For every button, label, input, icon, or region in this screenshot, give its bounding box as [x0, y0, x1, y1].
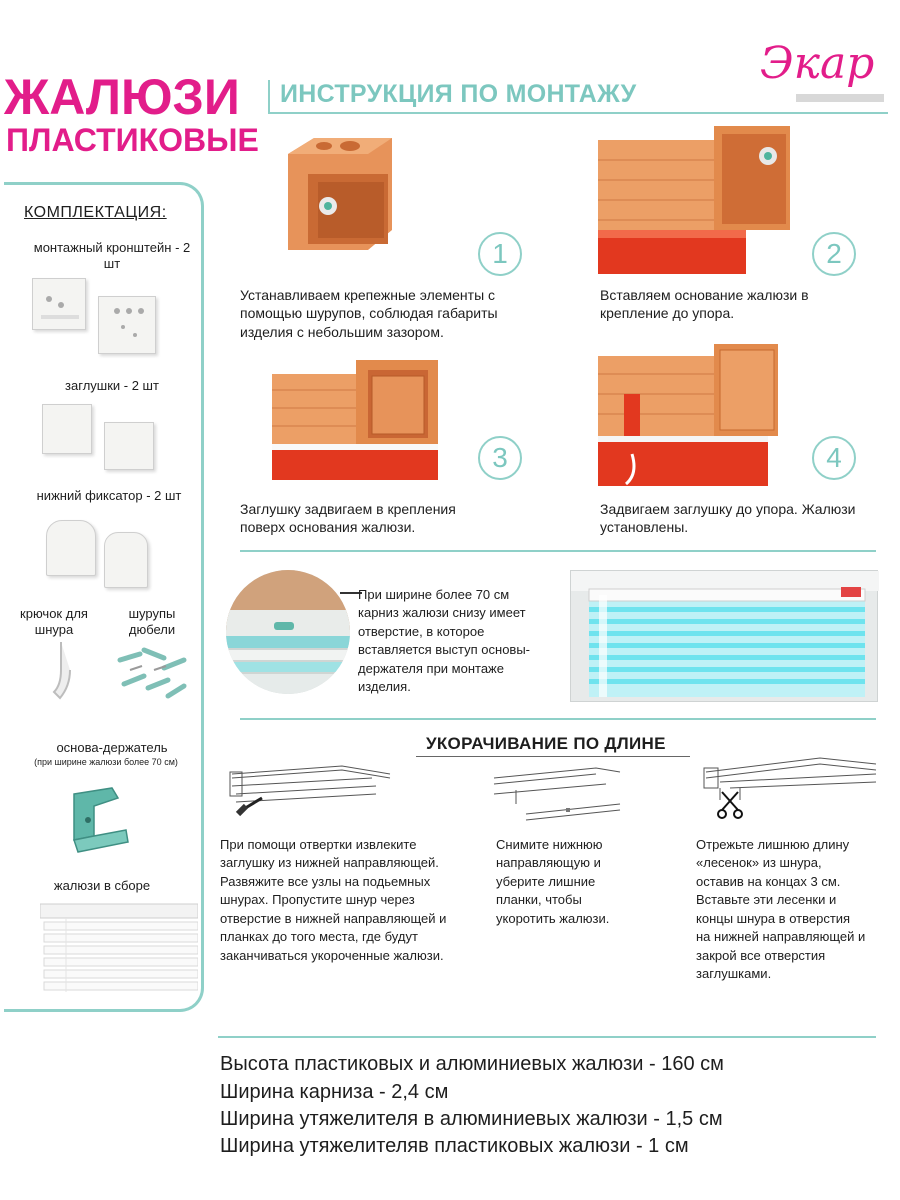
step-2-image	[598, 126, 792, 276]
section-divider-2	[240, 718, 876, 720]
kit-item-caps-label: заглушки - 2 шт	[65, 378, 159, 393]
step-1-image	[284, 134, 394, 254]
detail-circle-image	[226, 570, 350, 694]
step-4-image	[598, 344, 780, 490]
shortening-step-2-image	[486, 764, 622, 826]
kit-item-holder-label: основа-держатель	[56, 740, 168, 755]
logo-bar	[796, 94, 884, 102]
header-divider	[268, 80, 270, 114]
page-subtitle: ИНСТРУКЦИЯ ПО МОНТАЖУ	[280, 80, 637, 108]
kit-item-bracket-label: монтажный кронштейн - 2 шт	[33, 240, 191, 271]
wide-note-text: При ширине более 70 см карниз жалюзи снизу имеет отверстие, в которое вставляется выступ основы-держателя при монтаже изделия.	[358, 587, 531, 695]
step-1-number: 1	[478, 232, 522, 276]
fixer-image	[46, 520, 96, 576]
bracket-image-2	[98, 296, 156, 354]
step-1-text: Устанавливаем крепежные элементы с помощью шурупов, соблюдая габариты изделия с небольшим зазором.	[240, 287, 498, 340]
kit-title: КОМПЛЕКТАЦИЯ:	[24, 204, 167, 221]
kit-item-fixer-label: нижний фиксатор - 2 шт	[36, 488, 182, 503]
shortening-step-3-image	[700, 756, 878, 820]
step-4-text: Задвигаем заглушку до упора. Жалюзи установлены.	[600, 501, 856, 536]
step-2-text: Вставляем основание жалюзи в крепление до упора.	[600, 287, 809, 322]
brand-logo: Экар	[760, 38, 875, 89]
step-4-number: 4	[812, 436, 856, 480]
shortening-step-1-text: При помощи отвертки извлеките заглушку из нижней направляющей. Развяжите все узлы на подьемных шнурах. Пропустите шнур через отверстие в нижней направляющей и планках до того места, где будут заканчиваться укороченные жалюзи.	[220, 837, 447, 963]
kit-item-hook-label: крючок для шнура	[20, 606, 88, 637]
section-divider-3	[218, 1036, 876, 1038]
shortening-step-2-text: Снимите нижнюю направляющую и уберите лишние планки, чтобы укоротить жалюзи.	[496, 837, 610, 926]
assembled-blinds-image	[40, 898, 198, 994]
holder-image	[64, 780, 134, 860]
window-blinds-photo	[570, 570, 878, 702]
shortening-title-rule	[416, 756, 690, 757]
cap-image-2	[104, 422, 154, 470]
kit-item-screws-label: шурупы дюбели	[128, 606, 176, 637]
cap-image	[42, 404, 92, 454]
screws-image	[114, 640, 190, 704]
hook-image	[46, 640, 76, 702]
spec-weight-plastic: Ширина утяжелителяв пластиковых жалюзи - 1 см	[220, 1135, 689, 1157]
shortening-title: УКОРАЧИВАНИЕ ПО ДЛИНЕ	[426, 734, 666, 753]
page-title-sub: ПЛАСТИКОВЫЕ	[6, 122, 259, 158]
spec-cornice-width: Ширина карниза - 2,4 см	[220, 1081, 449, 1103]
spec-weight-aluminium: Ширина утяжелителя в алюминиевых жалюзи - 1,5 см	[220, 1108, 723, 1130]
kit-item-holder-note: (при ширине жалюзи более 70 см)	[34, 757, 178, 767]
step-2-number: 2	[812, 232, 856, 276]
bracket-image	[32, 278, 86, 330]
section-divider-1	[240, 550, 876, 552]
step-3-number: 3	[478, 436, 522, 480]
fixer-image-2	[104, 532, 148, 588]
kit-item-assembled-label: жалюзи в сборе	[53, 878, 151, 893]
step-3-text: Заглушку задвигаем в крепления поверх основания жалюзи.	[240, 501, 456, 536]
step-3-image	[272, 360, 438, 482]
spec-height: Высота пластиковых и алюминиевых жалюзи - 160 см	[220, 1053, 724, 1075]
page-title: ЖАЛЮЗИ	[4, 69, 240, 125]
shortening-step-3-text: Отрежьте лишнюю длину «лесенок» из шнура, оставив на концах 3 см. Вставьте эти лесенки и концы шнура в отверстия на нижней направляющей и закрой все отверстия заглушками.	[696, 837, 866, 982]
header-rule	[268, 112, 888, 114]
shortening-step-1-image	[222, 764, 392, 824]
